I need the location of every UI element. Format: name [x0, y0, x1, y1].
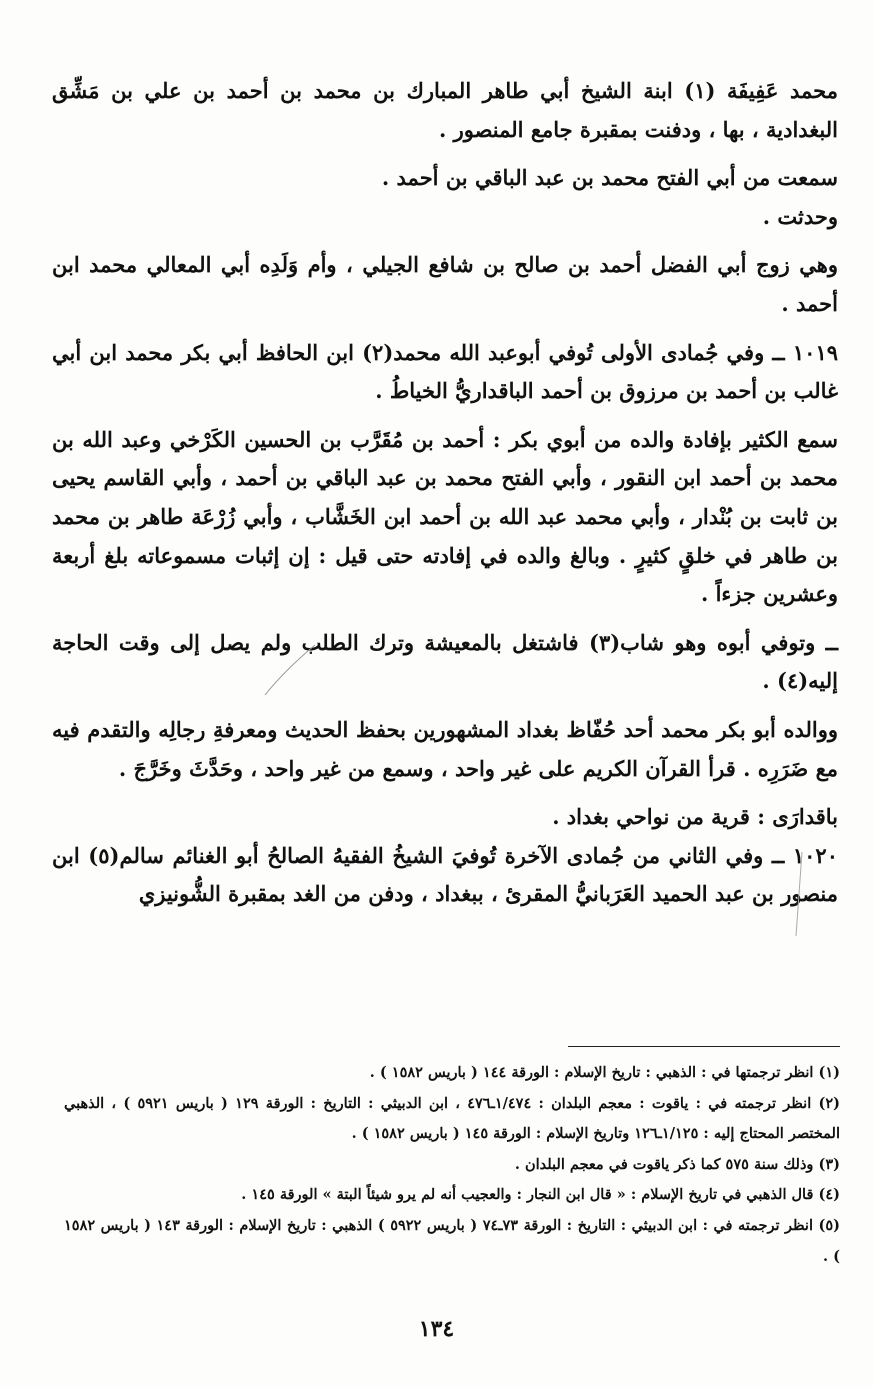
paragraph: باقدارَى : قرية من نواحي بغداد . — [552, 804, 838, 830]
paragraph: ووالده أبو بكر محمد أحد حُفّاظ بغداد المشهورين بحفظ الحديث ومعرفةِ رجالِه والتقدم فيه مع ضَرَرِه . قرأ القرآن الكريم على غير واحد ، وسمع من غير واحد ، وحَدَّثَ وخَرَّجَ . — [52, 716, 838, 781]
footnote: (٢) انظر ترجمته في : ياقوت : معجم البلدان : ١/٤٧٤ـ٤٧٦ ، ابن الدبيثي : التاريخ : الورقة ١٢٩ ( باريس ٥٩٢١ ) ، الذهبي المختصر المحتاج إليه : ١/١٢٥ـ١٢٦ وتاريخ الإسلام : الورقة ١٤٥ ( باريس ١٥٨٢ ) . — [64, 1094, 840, 1143]
paragraph: سمعت من أبي الفتح محمد بن عبد الباقي بن أحمد . — [381, 165, 838, 191]
paragraph: محمد عَفِيفَة (١) ابنة الشيخ أبي طاهر المبارك بن محمد بن أحمد بن علي بن مَشِّق البغدادية ، بها ، ودفنت بمقبرة جامع المنصور . — [52, 78, 838, 142]
page-number: ١٣٤ — [418, 1316, 455, 1342]
footnote: (١) انظر ترجمتها في : الذهبي : تاريخ الإسلام : الورقة ١٤٤ ( باريس ١٥٨٢ ) . — [369, 1064, 840, 1081]
main-text — [52, 72, 838, 914]
paragraph: ــ وتوفي أبوه وهو شاب(٣) فاشتغل بالمعيشة وترك الطلب ولم يصل إلى وقت الحاجة إليه(٤) . — [52, 629, 838, 694]
entry-heading-paragraph: ١٠١٩ ــ وفي جُمادى الأولى تُوفي أبوعبد الله محمد(٢) ابن الحافظ أبي بكر محمد ابن أبي غالب بن أحمد بن مرزوق بن أحمد الباقداريُّ الخياطُ . — [52, 339, 839, 404]
entry-heading-paragraph: ١٠٢٠ ــ وفي الثاني من جُمادى الآخرة تُوفيَ الشيخُ الفقيهُ الصالحُ أبو الغنائم سالم(٥) ابن منصور بن عبد الحميد العَرَبانيُّ المقرئ ، ببغداد ، ودفن من الغد بمقبرة الشُّونيزي — [52, 842, 838, 907]
footnote: (٤) قال الذهبي في تاريخ الإسلام : « قال ابن النجار : والعجيب أنه لم يرو شيئاً البتة » الورقة ١٤٥ . — [241, 1186, 840, 1204]
footnotes — [64, 1058, 840, 1272]
paragraph: وحدثت . — [762, 203, 838, 229]
footnote-divider — [568, 1046, 840, 1047]
paragraph: وهي زوج أبي الفضل أحمد بن صالح بن شافع الجيلي ، وأم وَلَدِه أبي المعالي محمد ابن أحمد . — [52, 252, 838, 316]
footnote: (٣) وذلك سنة ٥٧٥ كما ذكر ياقوت في معجم البلدان . — [514, 1155, 840, 1173]
paragraph: سمع الكثير بإفادة والده من أبوي بكر : أحمد بن مُقَرَّب بن الحسين الكَرْخي وعبد الله بن محمد بن أحمد ابن النقور ، وأبي الفتح محمد بن عبد الباقي بن أحمد ، وأبي القاسم يحيى بن ثابت بن بُنْدار ، وأبي محمد عبد الله بن أحمد ابن الخَشَّاب ، وأبي زُرْعَة طاهر بن محمد بن طاهر في خلقٍ كثيرٍ . وبالغ والده في إفادته حتى قيل : إن إثبات مسموعاته بلغ أربعة وعشرين جزءاً . — [52, 426, 838, 607]
footnote: (٥) انظر ترجمته في : ابن الدبيثي : التاريخ : الورقة ٧٣ـ٧٤ ( باريس ٥٩٢٢ ) الذهبي : تاريخ الإسلام : الورقة ١٤٣ ( باريس ١٥٨٢ ) . — [64, 1216, 840, 1265]
